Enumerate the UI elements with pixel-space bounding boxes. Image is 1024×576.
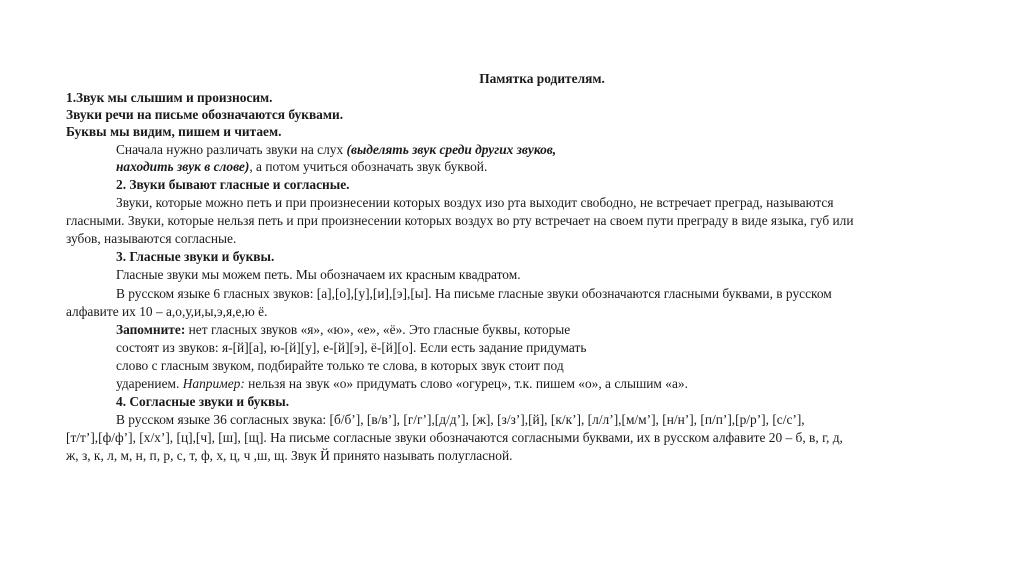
remember-line4 [116,375,688,392]
section-3-heading: 3. Гласные звуки и буквы. [116,249,275,264]
section-3-line: В русском языке 6 гласных звуков: [а],[о],[у],[и],[э],[ы]. На письме гласные звуки обозначаются гласными буквами, в русском [116,286,832,301]
section-4-line: [т/т’],[ф/ф’], [х/х’], [ц],[ч], [ш], [щ]. На письме согласные звуки обозначаются согласными буквами, их в русском алфавите 20 – б, в, г, д, [66,430,843,445]
paragraph-emphasis: (выделять звук среди других звуков, [346,142,557,157]
remember-line1 [116,321,570,338]
paragraph-distinguish-line1 [116,141,556,158]
section-3-line: алфавите их 10 – а,о,у,и,ы,э,я,е,ю ё. [66,304,268,319]
remember-text: нельзя на звук «о» придумать слово «огурец», т.к. пишем «о», а слышим «а». [244,376,688,391]
page-title: Памятка родителям. [479,71,605,86]
section-4-line: В русском языке 36 согласных звука: [б/б’], [в/в’], [г/г’],[д/д’], [ж], [з/з’],[й], [к/к’], [л/л’],[м/м’], [н/н’], [п/п’],[р/р’], [с/с’], [116,412,805,427]
section-4-line: ж, з, к, л, м, н, п, р, с, т, ф, х, ц, ч ,ш, щ. Звук Й принято называть полугласной. [66,448,513,463]
heading-sound: 1.Звук мы слышим и произносим. [66,90,273,105]
remember-line3: слово с гласным звуком, подбирайте только те слова, в которых звук стоит под [116,358,564,373]
example-label: Например: [182,376,245,391]
section-4-heading: 4. Согласные звуки и буквы. [116,394,290,409]
heading-letters-writing: Звуки речи на письме обозначаются буквами. [66,107,344,122]
paragraph-emphasis: находить звук в слове) [116,159,250,174]
section-2-line: гласными. Звуки, которые нельзя петь и при произнесении которых воздух во рту встречает на своем пути преграду в виде языка, губ или [66,213,854,228]
remember-text: ударением. [116,376,183,391]
paragraph-text: , а потом учиться обозначать звук буквой. [249,159,488,174]
paragraph-text: Сначала нужно различать звуки на слух [116,142,347,157]
remember-label: Запомните: [116,322,186,337]
remember-text: нет гласных звуков «я», «ю», «е», «ё». Это гласные буквы, которые [185,322,571,337]
remember-line2: состоят из звуков: я-[й][а], ю-[й][у], е-[й][э], ё-[й][о]. Если есть задание придумать [116,340,587,355]
heading-letters-reading: Буквы мы видим, пишем и читаем. [66,124,282,139]
paragraph-distinguish-line2 [116,158,487,175]
section-2-heading: 2. Звуки бывают гласные и согласные. [116,177,350,192]
section-2-line: Звуки, которые можно петь и при произнесении которых воздух изо рта выходит свободно, не встречает преград, называются [116,195,834,210]
section-3-line: Гласные звуки мы можем петь. Мы обозначаем их красным квадратом. [116,267,521,282]
section-2-line: зубов, называются согласные. [66,231,237,246]
